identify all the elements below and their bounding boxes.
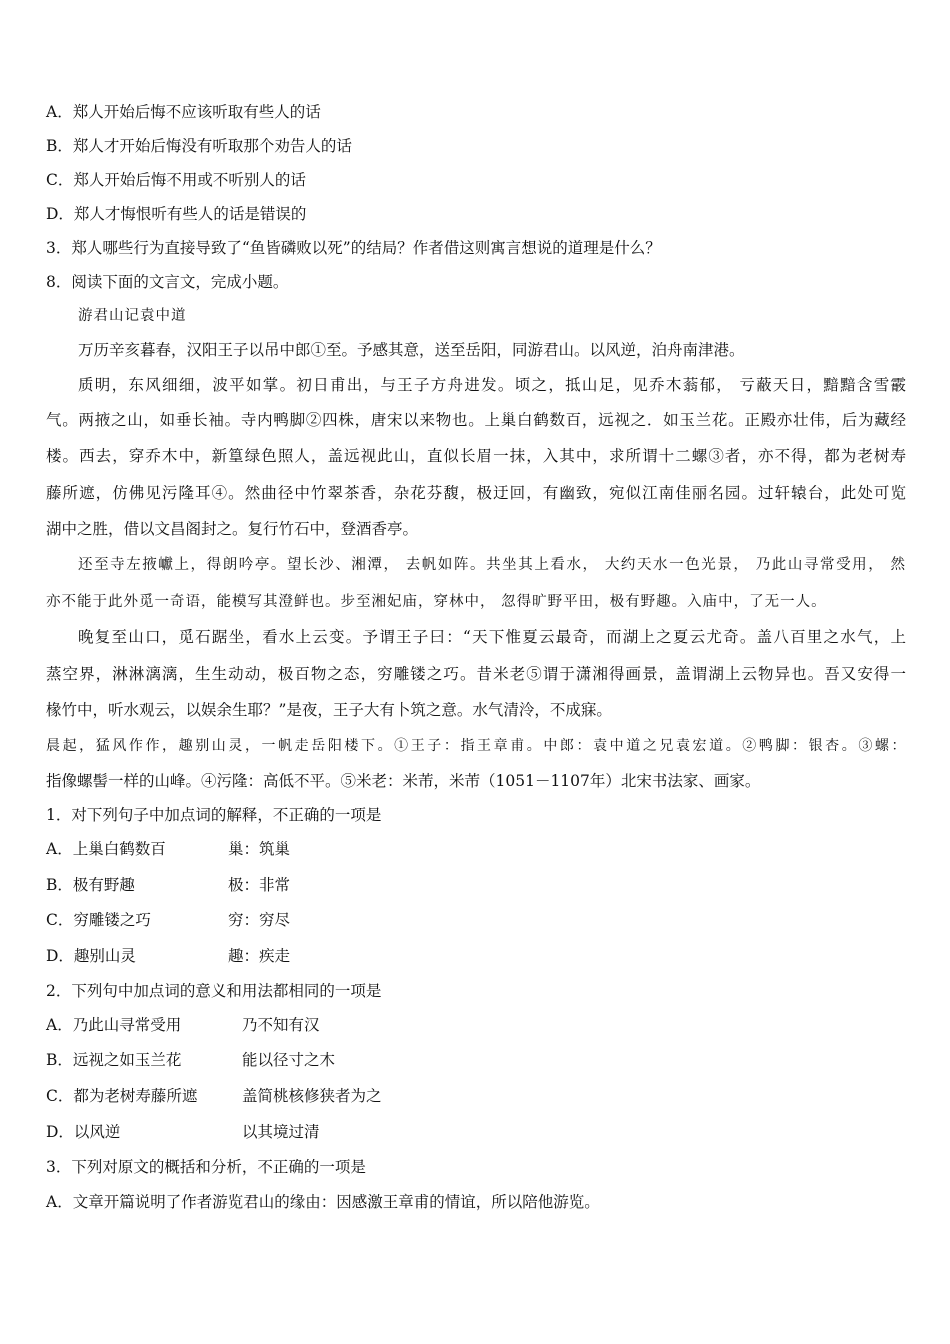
q2-option	[46, 1050, 336, 1070]
q1-option-sentence: D．趣别山灵	[46, 947, 136, 965]
prev-question-3: 3．郑人哪些行为直接导致了“鱼皆磷败以死”的结局？作者借这则寓言想说的道理是什么？	[46, 239, 661, 257]
passage-line: 蒸空界，淋淋漓漓，生生动动，极百物之态，穷雕镂之巧。昔米老⑤谓于潇湘得画景，盖谓湖上云物异也。吾又安得一	[46, 665, 906, 683]
question-1-stem: 1．对下列句子中加点词的解释，不正确的一项是	[46, 806, 382, 824]
q2-option-left: B．远视之如玉兰花	[46, 1051, 182, 1069]
question-3-stem: 3．下列对原文的概括和分析，不正确的一项是	[46, 1158, 366, 1176]
q1-option	[46, 839, 291, 859]
q1-option	[46, 946, 291, 966]
passage-line: 湖中之胜，借以文昌阁封之。复行竹石中，登酒香亭。	[46, 520, 419, 538]
question-2-stem: 2．下列句中加点词的意义和用法都相同的一项是	[46, 982, 382, 1000]
q1-option-explanation: 极：非常	[228, 876, 291, 894]
q2-option-right: 以其境过清	[242, 1123, 320, 1141]
q1-option-explanation: 趣：疾走	[228, 947, 291, 965]
q1-option	[46, 910, 291, 930]
passage-line: 气。两掖之山，如垂长袖。寺内鸭脚②四株，唐宋以来物也。上巢白鹤数百，远视之．如玉兰花。正殿亦壮伟，后为藏经	[46, 411, 906, 429]
q2-option-left: A．乃此山寻常受用	[46, 1016, 182, 1034]
q1-option-explanation: 巢：筑巢	[228, 840, 291, 858]
prev-q-option-c: C．郑人开始后悔不用或不听别人的话	[46, 171, 306, 189]
question-8-stem: 8．阅读下面的文言文，完成小题。	[46, 273, 289, 291]
passage-line: 质明，东风细细，波平如掌。初日甫出，与王子方舟进发。顷之，抵山足，见乔木蓊郁， 亏蔽天日，黯黯含雪霰	[78, 376, 906, 394]
q2-option-right: 盖简桃核修狭者为之	[242, 1087, 382, 1105]
q1-option-sentence: B．极有野趣	[46, 876, 135, 894]
passage-title: 游君山记袁中道	[78, 308, 187, 324]
passage-line: 藤所遮，仿佛见污隆耳④。然曲径中竹翠茶香，杂花芬馥，极迂回，有幽致，宛似江南佳丽名园。过轩辕台，此处可览	[46, 484, 906, 502]
q2-option	[46, 1122, 320, 1142]
passage-line: 椽竹中，听水观云，以娱余生耶？”是夜，王子大有卜筑之意。水气清泠，不成寐。	[46, 701, 612, 719]
footnote-line: 指像螺髻一样的山峰。④污隆：高低不平。⑤米老：米芾，米芾（1051－1107年）北宋书法家、画家。	[46, 772, 761, 790]
passage-line: 还至寺左掖巘上，得朗吟亭。望长沙、湘潭， 去帆如阵。共坐其上看水， 大约天水一色光景， 乃此山寻常受用， 然	[78, 557, 906, 573]
q2-option-right: 乃不知有汉	[242, 1016, 320, 1034]
q3-option-a: A．文章开篇说明了作者游览君山的缘由：因感激王章甫的情谊，所以陪他游览。	[46, 1193, 600, 1211]
passage-line: 万历辛亥暮春，汉阳王子以吊中郎①至。予感其意，送至岳阳，同游君山。以风逆，泊舟南津港。	[78, 341, 745, 359]
q2-option	[46, 1015, 320, 1035]
q2-option-right: 能以径寸之木	[242, 1051, 336, 1069]
passage-line: 晚复至山口，觅石踞坐，看水上云变。予谓王子曰：“天下惟夏云最奇，而湖上之夏云尤奇。盖八百里之水气，上	[78, 628, 906, 646]
passage-line: 楼。西去，穿乔木中，新篁绿色照人，盖远视此山，直似长眉一抹，入其中，求所谓十二螺③者，亦不得，都为老树寿	[46, 447, 906, 465]
prev-q-option-b: B．郑人才开始后悔没有听取那个劝告人的话	[46, 137, 352, 155]
passage-line: 亦不能于此外觅一奇语，能模写其澄鲜也。步至湘妃庙，穿林中， 忽得旷野平田，极有野趣。入庙中，了无一人。	[46, 594, 827, 610]
q1-option-sentence: A．上巢白鹤数百	[46, 840, 166, 858]
q1-option	[46, 875, 291, 895]
q2-option-left: C．都为老树寿藤所遮	[46, 1087, 198, 1105]
q1-option-sentence: C．穷雕镂之巧	[46, 911, 151, 929]
footnote-line: 晨起，猛风作作，趣别山灵，一帆走岳阳楼下。①王子：指王章甫。中郎：袁中道之兄袁宏道。②鸭脚：银杏。③螺：	[46, 738, 906, 754]
prev-q-option-d: D．郑人才悔恨听有些人的话是错误的	[46, 205, 307, 223]
prev-q-option-a: A．郑人开始后悔不应该听取有些人的话	[46, 103, 321, 121]
q2-option	[46, 1086, 382, 1106]
q2-option-left: D．以风逆	[46, 1123, 121, 1141]
q1-option-explanation: 穷：穷尽	[228, 911, 291, 929]
